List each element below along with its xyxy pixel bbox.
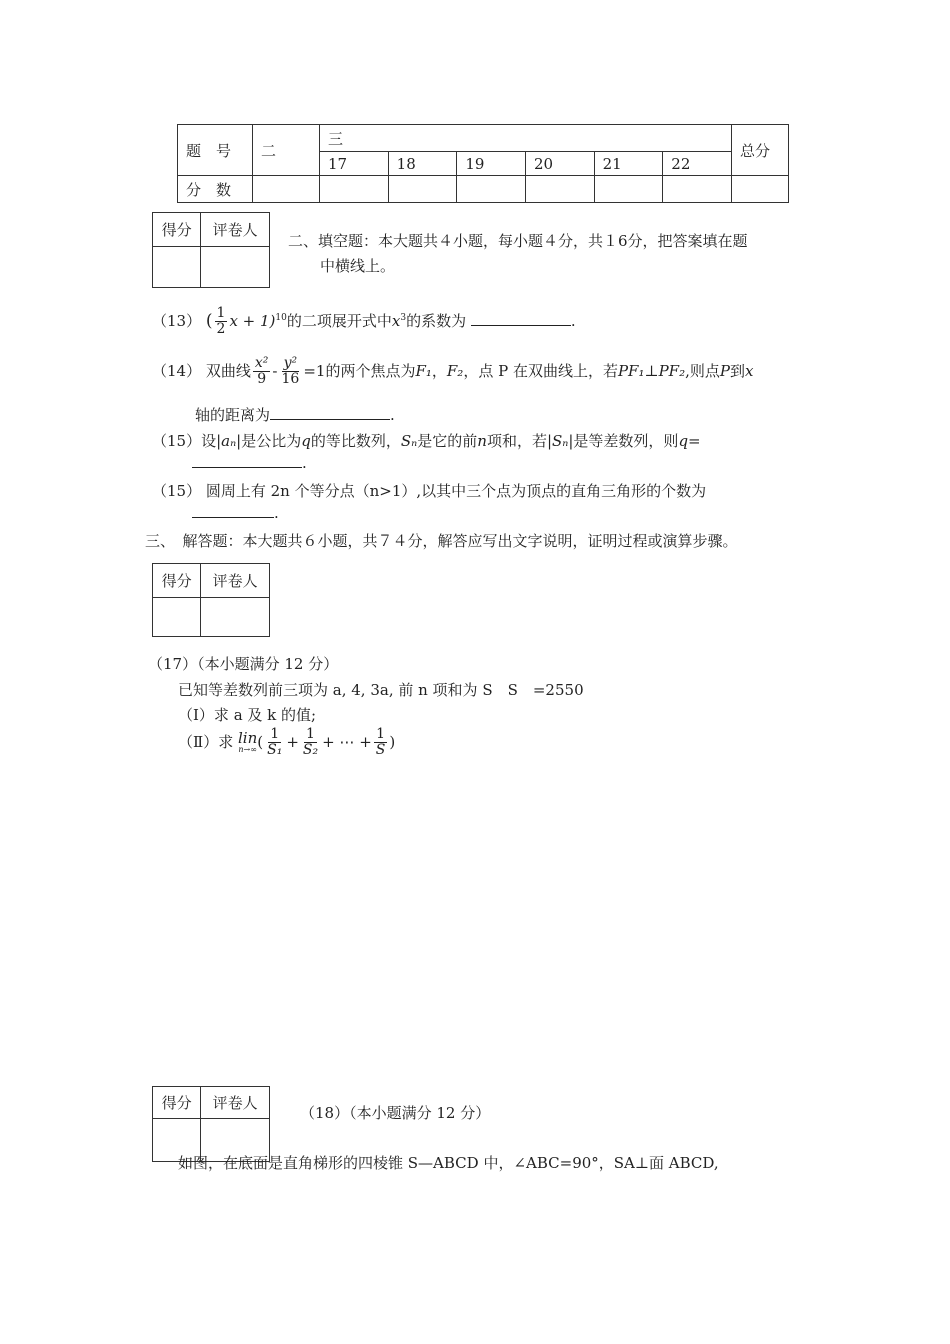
- grader-entry: [201, 247, 270, 288]
- score-cell: [663, 176, 732, 203]
- col-section-2: 二: [253, 125, 320, 176]
- q14-answer-blank[interactable]: [270, 419, 390, 420]
- question-17-part1: （Ⅰ）求 a 及 k 的值;: [178, 706, 317, 724]
- q17-term-2: $\frac{1}{\text{S₂}}$: [302, 726, 319, 759]
- q15a-answer-blank[interactable]: [192, 467, 302, 468]
- score-cell: [253, 176, 320, 203]
- q13-fraction: $\frac{1}{2}$: [216, 305, 226, 338]
- question-15b: （15） 圆周上有 2n 个等分点（n>1）,以其中三个点为顶点的直角三角形的个数为: [152, 482, 707, 500]
- q13-number: （13）: [152, 311, 202, 330]
- grader-box: [152, 1086, 270, 1162]
- q15a-number: （15）: [152, 432, 202, 450]
- score-label: 得分: [153, 1087, 201, 1119]
- grader-label: 评卷人: [201, 213, 270, 247]
- question-14: （14） 双曲线 $\frac{\text{x²}}{9}$ - $\frac{\text{y²}}{16}$ =1的两个焦点为F₁，F₂，点 P 在双曲线上，若PF₁⊥PF₂,则点P到x: [152, 355, 754, 388]
- question-17-title: （17）（本小题满分 12 分）: [148, 655, 339, 673]
- grader-label: 评卷人: [201, 1087, 270, 1119]
- q14-number: （14）: [152, 361, 202, 380]
- score-summary-table: [177, 124, 789, 203]
- qnum-17: 17: [320, 152, 389, 176]
- q14-fraction-y: $\frac{\text{y²}}{16}$: [281, 355, 300, 388]
- qnum-18: 18: [388, 152, 457, 176]
- section3-heading: 三、 解答题：本大题共６小题，共７４分，解答应写出文字说明，证明过程或演算步骤。: [145, 532, 738, 550]
- score-cell: [388, 176, 457, 203]
- question-14-line2: 轴的距离为 .: [195, 406, 395, 424]
- row-label-score: 分 数: [178, 176, 253, 203]
- q17-term-1: $\frac{1}{\text{S₁}}$: [267, 726, 283, 759]
- q14-fraction-x: $\frac{\text{x²}}{9}$: [254, 355, 269, 388]
- q17-term-n: $\frac{1}{S}$: [375, 726, 386, 759]
- score-cell: [320, 176, 389, 203]
- question-17-part2: （Ⅱ）求 lin n→∞ ( $\frac{1}{\text{S₁}}$ + $\frac{1}{\text{S₂}}$ + ⋯ + $\frac{1}{S}$ ): [178, 726, 396, 759]
- score-entry: [153, 247, 201, 288]
- grader-box: [152, 212, 270, 288]
- question-17-line1: 已知等差数列前三项为 a, 4, 3a, 前 n 项和为 S S =2550: [178, 681, 584, 699]
- score-label: 得分: [153, 564, 201, 598]
- score-label: 得分: [153, 213, 201, 247]
- grader-box: [152, 563, 270, 637]
- section2-heading: 二、填空题：本大题共４小题，每小题４分，共１6分，把答案填在题 中横线上。: [288, 232, 748, 275]
- question-18-title: （18）（本小题满分 12 分）: [300, 1104, 491, 1122]
- grader-label: 评卷人: [201, 564, 270, 598]
- row-label-question: 题 号: [178, 125, 253, 176]
- score-cell: [525, 176, 594, 203]
- qnum-19: 19: [457, 152, 526, 176]
- grader-entry: [201, 598, 270, 637]
- score-entry: [153, 598, 201, 637]
- question-13: （13） ( $\frac{1}{2}$ x + 1)$^{10}$的二项展开式中$x^3$的系数为 .: [152, 305, 576, 338]
- q15b-answer-blank[interactable]: [192, 517, 274, 518]
- question-18-line1: 如图，在底面是直角梯形的四棱锥 S—ABCD 中，∠ABC=90°，SA⊥面 ABCD,: [178, 1154, 719, 1172]
- limit-symbol: lin: [237, 729, 258, 748]
- score-cell: [732, 176, 789, 203]
- qnum-22: 22: [663, 152, 732, 176]
- score-cell: [594, 176, 663, 203]
- question-15a: （15）设|aₙ|是公比为q的等比数列，Sₙ是它的前n项和，若|Sₙ|是等差数列，则q=: [152, 432, 701, 450]
- col-total: 总分: [732, 125, 789, 176]
- q13-answer-blank[interactable]: [471, 325, 571, 326]
- score-cell: [457, 176, 526, 203]
- qnum-20: 20: [525, 152, 594, 176]
- question-15a-line2: .: [192, 454, 307, 472]
- q15b-number: （15）: [152, 482, 202, 500]
- question-15b-line2: .: [192, 504, 279, 522]
- col-section-3: 三: [320, 125, 732, 152]
- qnum-21: 21: [594, 152, 663, 176]
